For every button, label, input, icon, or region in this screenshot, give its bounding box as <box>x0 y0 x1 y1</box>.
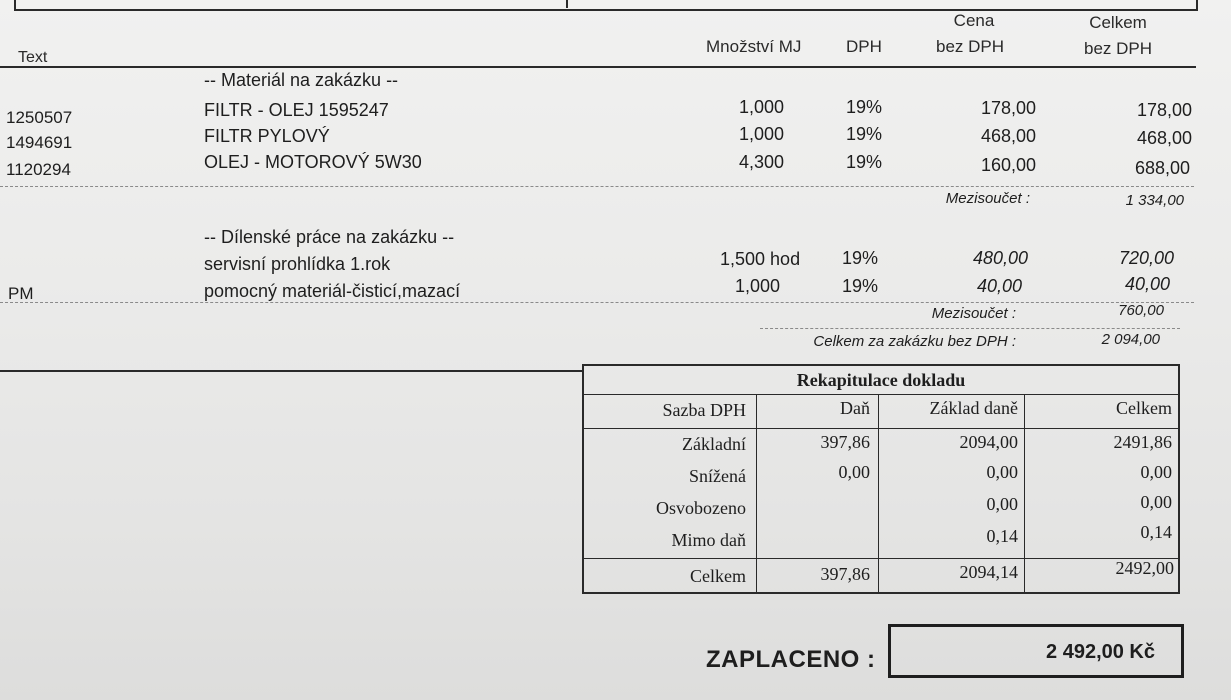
section-title-work: -- Dílenské práce na zakázku -- <box>204 227 455 247</box>
recap-total: 0,14 <box>1140 522 1172 542</box>
recap-header-tax: Daň <box>840 398 870 418</box>
recap-col-divider <box>756 394 757 592</box>
item-vat: 19% <box>846 152 883 172</box>
paid-label: ZAPLACENO : <box>706 646 876 673</box>
header-rule <box>0 66 1196 68</box>
item-quantity: 1,000 <box>734 276 780 296</box>
header-price-line2: bez DPH <box>935 37 1005 56</box>
recap-total: 0,00 <box>1140 462 1172 482</box>
item-description: pomocný materiál-čisticí,mazací <box>204 281 461 301</box>
item-code: PM <box>8 284 34 303</box>
item-code: 1120294 <box>6 160 71 179</box>
header-total-line1: Celkem <box>1089 13 1147 32</box>
subtotal-value: 760,00 <box>1118 302 1164 319</box>
item-vat: 19% <box>842 248 879 268</box>
recap-total-tax: 397,86 <box>820 564 870 584</box>
recap-base: 0,14 <box>986 526 1018 546</box>
recap-tax: 397,86 <box>820 432 870 452</box>
section-rule <box>0 370 582 372</box>
item-vat: 19% <box>842 276 879 296</box>
item-quantity: 1,000 <box>738 124 784 144</box>
item-total: 688,00 <box>1134 158 1190 178</box>
item-description: FILTR PYLOVÝ <box>204 126 330 146</box>
frame-divider <box>566 0 568 8</box>
item-price: 480,00 <box>972 248 1028 268</box>
item-code: 1250507 <box>6 108 73 127</box>
item-total: 40,00 <box>1124 274 1170 294</box>
recap-title: Rekapitulace dokladu <box>584 366 1178 395</box>
item-vat: 19% <box>846 97 883 117</box>
recap-base: 2094,00 <box>959 432 1018 452</box>
header-vat: DPH <box>846 37 882 56</box>
item-price: 160,00 <box>980 155 1036 175</box>
section-title-material: -- Materiál na zakázku -- <box>204 70 399 90</box>
item-code: 1494691 <box>6 133 73 152</box>
item-total: 468,00 <box>1136 128 1192 148</box>
paid-value: 2 492,00 Kč <box>1046 641 1155 663</box>
subtotal-label: Mezisoučet : <box>945 190 1030 207</box>
order-total-label: Celkem za zakázku bez DPH : <box>813 333 1016 350</box>
recap-rate: Snížená <box>689 466 746 486</box>
recap-table <box>582 364 1180 594</box>
order-total-value: 2 094,00 <box>1101 331 1160 348</box>
subtotal-value: 1 334,00 <box>1125 192 1184 209</box>
item-quantity: 1,000 <box>738 97 784 117</box>
item-description: servisní prohlídka 1.rok <box>204 254 391 274</box>
row-divider <box>0 302 1194 303</box>
item-total: 720,00 <box>1118 248 1174 268</box>
header-total-line2: bez DPH <box>1083 39 1153 58</box>
item-price: 40,00 <box>976 276 1022 296</box>
item-description: FILTR - OLEJ 1595247 <box>204 100 389 120</box>
recap-grand-total: 2492,00 <box>1115 558 1174 578</box>
recap-base: 0,00 <box>986 494 1018 514</box>
item-description: OLEJ - MOTOROVÝ 5W30 <box>204 152 422 172</box>
paid-box <box>888 624 1184 678</box>
item-vat: 19% <box>846 124 883 144</box>
item-price: 178,00 <box>980 98 1036 118</box>
header-quantity-unit: Množství MJ <box>706 37 802 56</box>
item-quantity: 1,500 hod <box>720 249 801 269</box>
recap-header-total: Celkem <box>1116 398 1172 418</box>
recap-base: 0,00 <box>986 462 1018 482</box>
top-frame <box>14 0 1198 11</box>
total-divider <box>760 328 1180 329</box>
recap-rate: Mimo daň <box>671 530 746 550</box>
subtotal-label: Mezisoučet : <box>931 305 1016 322</box>
header-text: Text <box>18 49 48 66</box>
row-divider <box>0 186 1194 187</box>
recap-total: 0,00 <box>1140 492 1172 512</box>
item-price: 468,00 <box>980 126 1036 146</box>
recap-total: 2491,86 <box>1113 432 1172 452</box>
recap-tax: 0,00 <box>838 462 870 482</box>
recap-header-rule <box>584 428 1178 429</box>
item-total: 178,00 <box>1136 100 1192 120</box>
item-quantity: 4,300 <box>738 152 784 172</box>
recap-total-base: 2094,14 <box>959 562 1018 582</box>
header-price-line1: Cena <box>953 11 995 30</box>
recap-rate: Osvobozeno <box>656 498 746 518</box>
recap-header-rate: Sazba DPH <box>662 400 746 420</box>
recap-rate: Základní <box>682 434 746 454</box>
recap-header-base: Základ daně <box>929 398 1018 418</box>
recap-total-label: Celkem <box>690 566 746 586</box>
